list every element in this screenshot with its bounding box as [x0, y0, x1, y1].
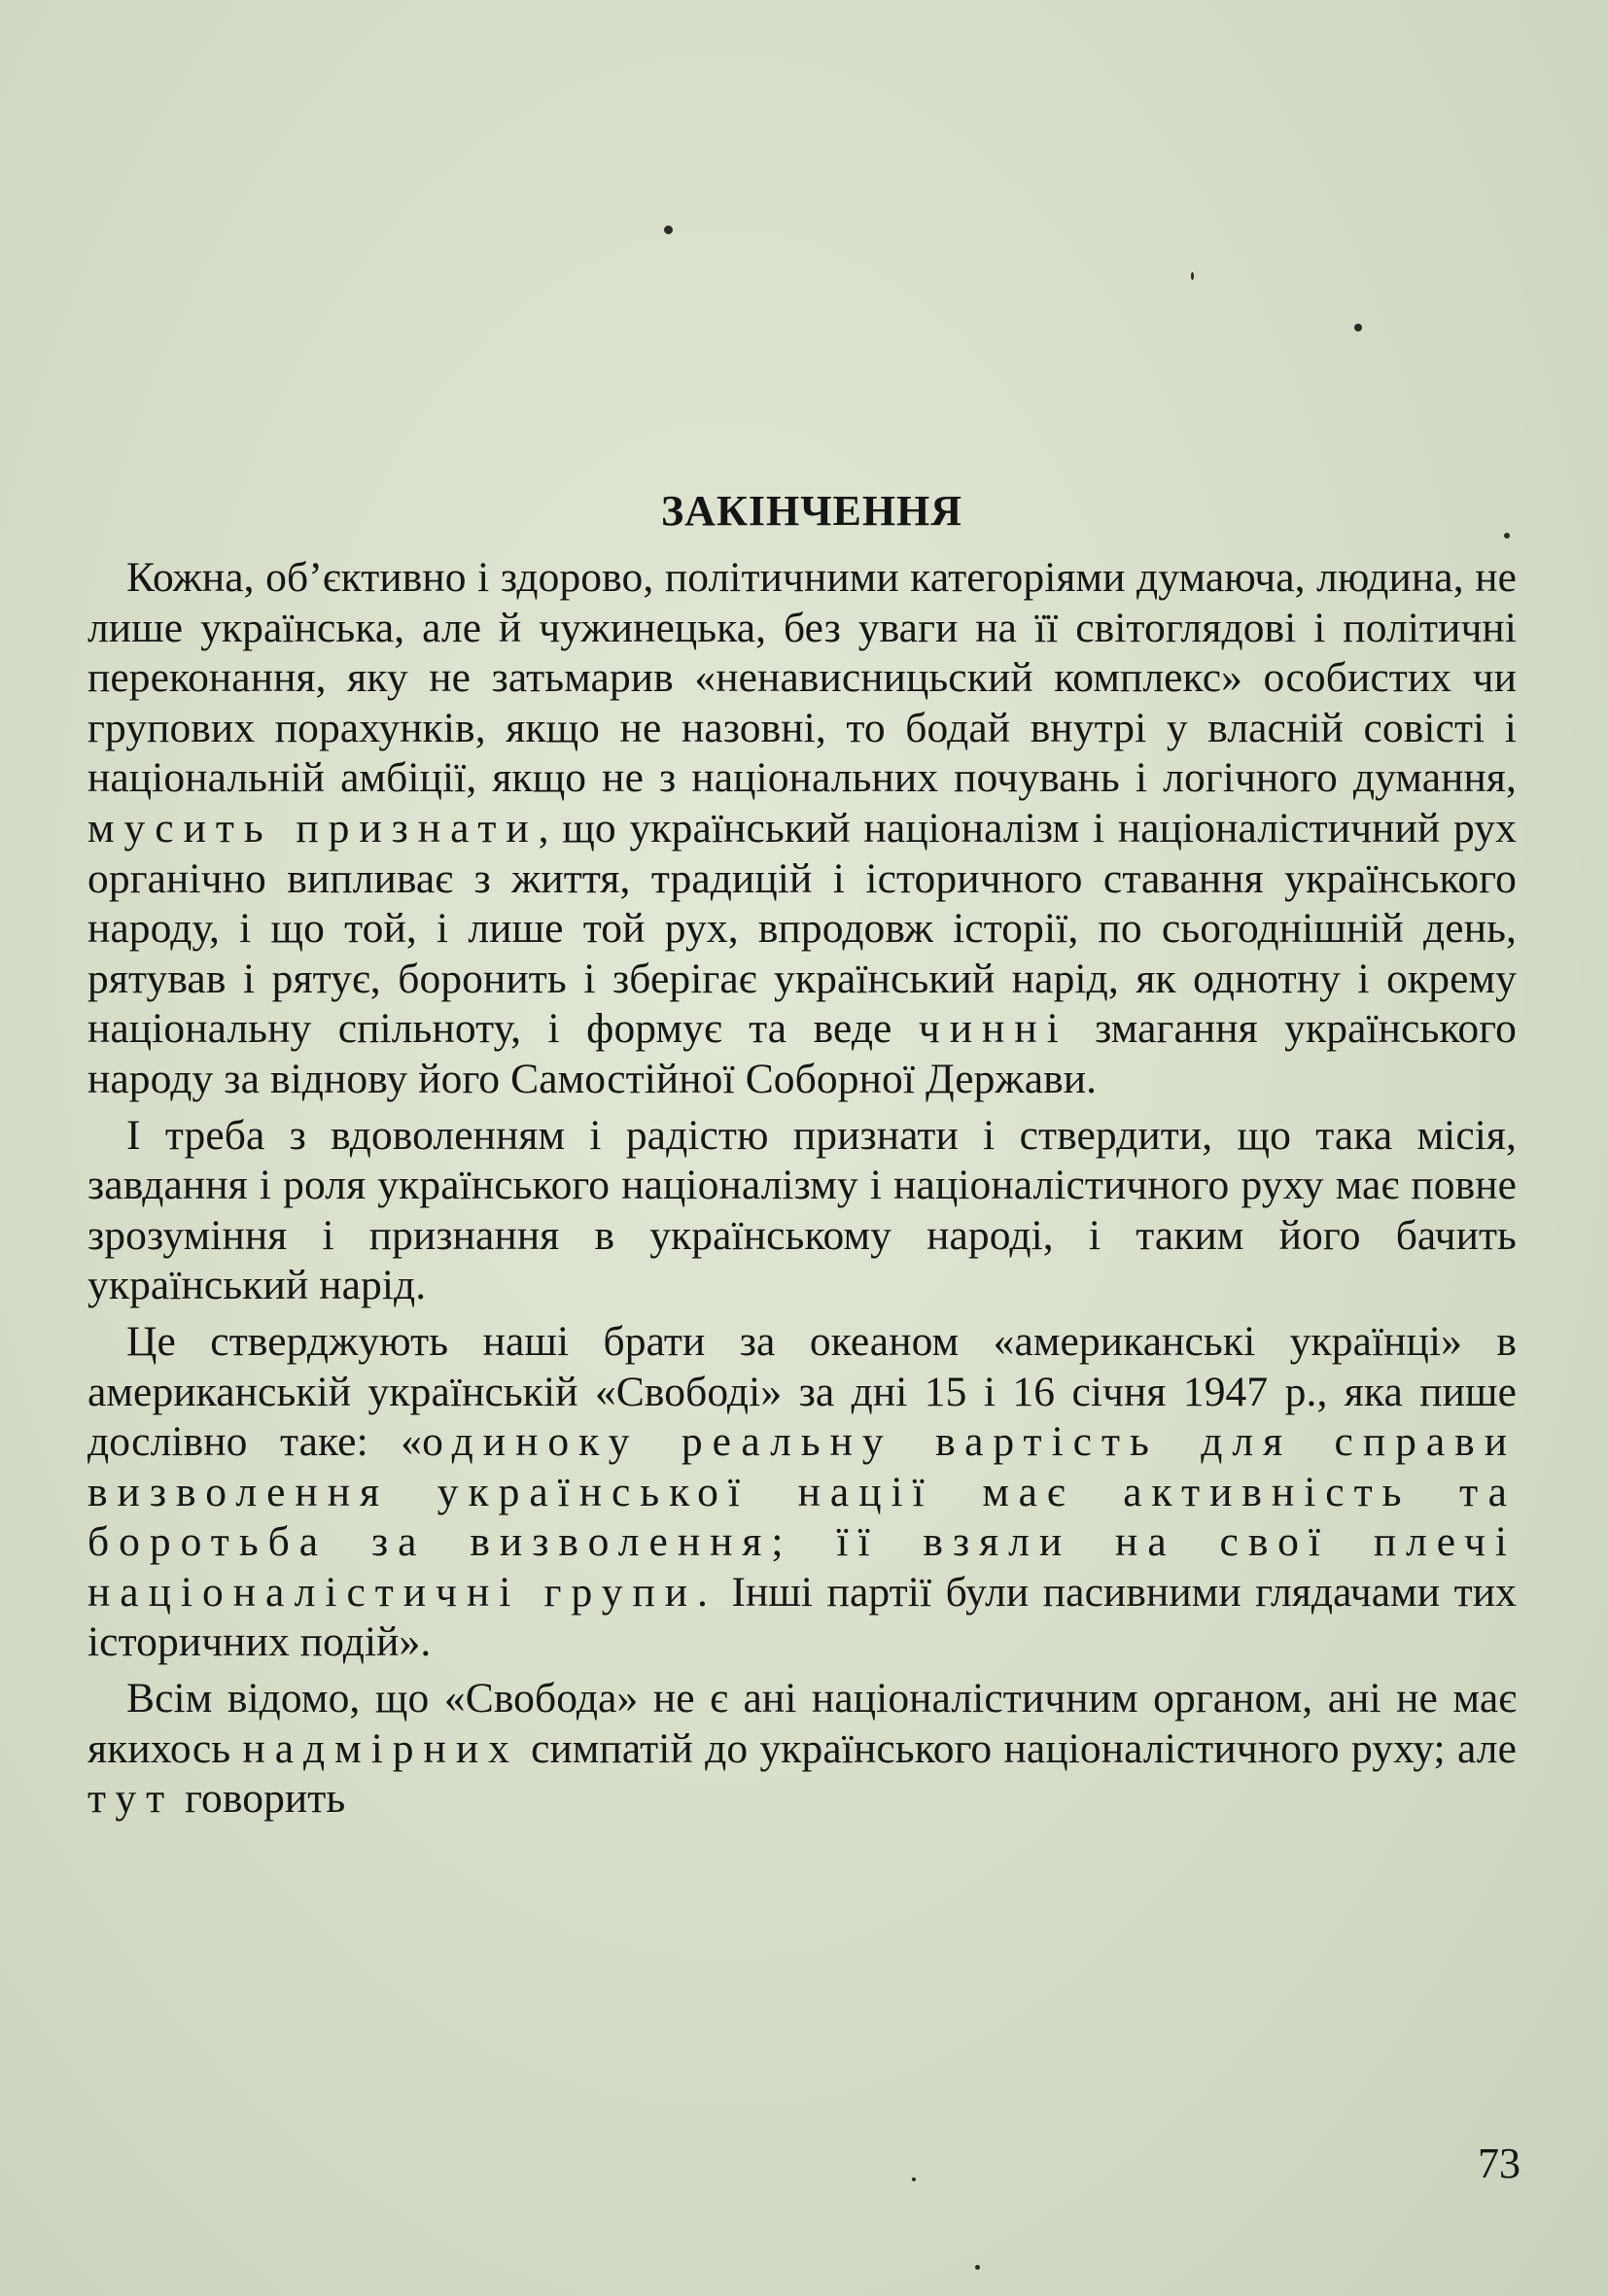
paragraph-4-part-3: говорить	[174, 1775, 346, 1823]
page-number: 73	[1478, 2139, 1521, 2187]
paragraph-1-part-2: , що український націоналізм і націоналістичний рух органічно випливає з життя, традицій і історичного ставання українського народу, і що той, і лише той рух, впродовж історії, по сьогоднішній день, рятував і рятує, боронить і зберігає український нарід, як однотну і окрему національну спільноту, і формує та веде	[87, 804, 1517, 1053]
paragraph-1-part-3: змагання українського народу за віднову його Самостійної Соборної Держави.	[87, 1005, 1517, 1102]
print-speck	[1354, 324, 1362, 331]
print-speck	[912, 2177, 916, 2181]
page-content	[87, 486, 1517, 1830]
paragraph-4-part-1: Всім відомо, що «Свобода» не є ані націоналістичним органом, ані не має якихось	[87, 1675, 1517, 1772]
paragraph-3-part-1: Це стверджують наші брати за океаном «американські українці» в американській українській «Свободі» за дні 15 і 16 січня 1947 р., яка пише дослівно таке: «	[87, 1317, 1517, 1466]
print-speck	[975, 2265, 980, 2270]
chapter-title: ЗАКІНЧЕННЯ	[660, 487, 963, 535]
paragraph-4-emphasis-1: надмірних	[242, 1724, 519, 1772]
paragraph-1-emphasis-2: чинні	[918, 1005, 1068, 1053]
print-speck	[664, 226, 673, 234]
paragraph-4	[87, 1674, 1517, 1825]
paragraph-3	[87, 1317, 1517, 1668]
paragraph-1-part-1: Кожна, об’єктивно і здорово, політичними категоріями думаюча, людина, не лише українська, але й чужинецька, без уваги на її світоглядові і політичні переконання, яку не затьмарив «ненависницьский комплекс» особистих чи групових порахунків, якщо не назовні, то бодай внутрі у власній совісті і національній амбіції, якщо не з національних почувань і логічного думання,	[87, 554, 1517, 802]
paragraph-3-quote: одиноку реальну вартість для справи визволення української нації має активність та боротьба за визволення; її взяли на свої плечі націоналістичні групи.	[87, 1418, 1518, 1616]
paragraph-1	[87, 553, 1517, 1105]
paragraph-2	[87, 1111, 1517, 1311]
print-speck	[1191, 272, 1194, 280]
paragraph-4-part-2: симпатій до українського націоналістичного руху; але	[518, 1724, 1517, 1772]
paragraph-3-part-2: Інші партії були пасивними глядачами тих історичних подій».	[87, 1568, 1517, 1666]
paragraph-2-part-1: І треба з вдоволенням і радістю признати і ствердити, що така місія, завдання і роля українського націоналізму і націоналістичного руху має повне зрозуміння і признання в українському народі, і таким його бачить український нарід.	[87, 1111, 1517, 1309]
paragraph-4-emphasis-2: тут	[87, 1775, 175, 1823]
paragraph-1-emphasis-1: мусить признати	[87, 804, 539, 852]
